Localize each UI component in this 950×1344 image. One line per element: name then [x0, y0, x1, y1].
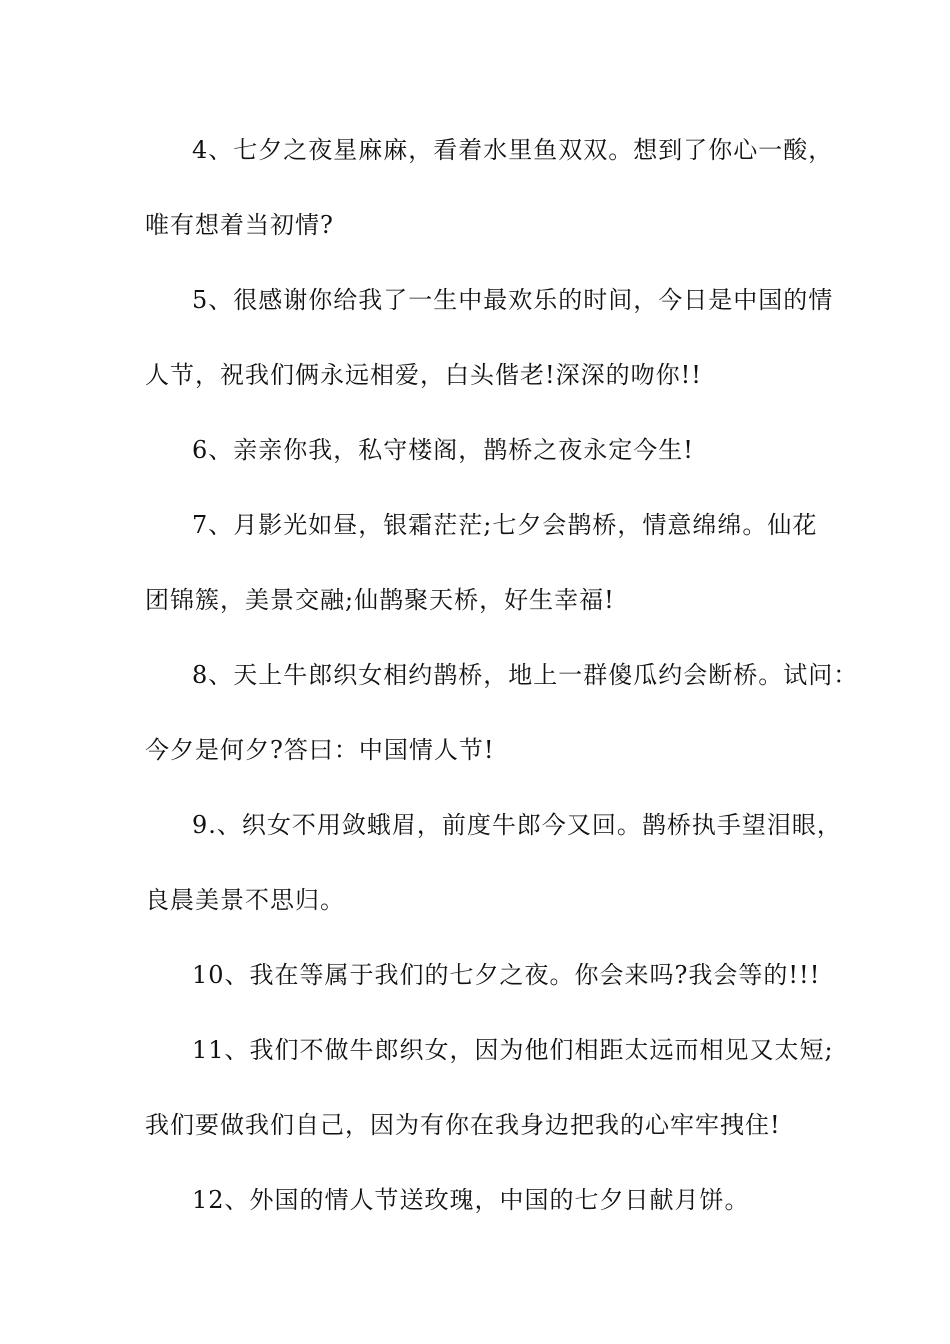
paragraph-8-line-2: 今夕是何夕?答曰：中国情人节!	[145, 736, 495, 764]
paragraph-12-line-1: 12、外国的情人节送玫瑰，中国的七夕日献月饼。	[192, 1186, 750, 1214]
paragraph-10-line-1: 10、我在等属于我们的七夕之夜。你会来吗?我会等的!!!	[192, 961, 821, 989]
paragraph-7-line-2: 团锦簇，美景交融;仙鹊聚天桥，好生幸福!	[145, 586, 615, 614]
paragraph-11-line-2: 我们要做我们自己，因为有你在我身边把我的心牢牢拽住!	[145, 1111, 781, 1139]
paragraph-4-line-1: 4、七夕之夜星麻麻，看着水里鱼双双。想到了你心一酸，	[192, 136, 834, 164]
paragraph-7-line-1: 7、月影光如昼，银霜茫茫;七夕会鹊桥，情意绵绵。仙花	[192, 511, 818, 539]
paragraph-4-line-2: 唯有想着当初情?	[145, 211, 334, 239]
paragraph-5-line-2: 人节，祝我们俩永远相爱，白头偕老!深深的吻你!!	[145, 361, 702, 389]
paragraph-9-line-1: 9.、织女不用敛蛾眉，前度牛郎今又回。鹊桥执手望泪眼，	[192, 811, 842, 839]
paragraph-9-line-2: 良晨美景不思归。	[145, 886, 345, 914]
paragraph-6-line-1: 6、亲亲你我，私守楼阁，鹊桥之夜永定今生!	[192, 436, 694, 464]
paragraph-8-line-1: 8、天上牛郎织女相约鹊桥，地上一群傻瓜约会断桥。试问：	[192, 661, 859, 689]
paragraph-5-line-1: 5、很感谢你给我了一生中最欢乐的时间，今日是中国的情	[192, 286, 834, 314]
paragraph-11-line-1: 11、我们不做牛郎织女，因为他们相距太远而相见又太短;	[192, 1036, 834, 1064]
